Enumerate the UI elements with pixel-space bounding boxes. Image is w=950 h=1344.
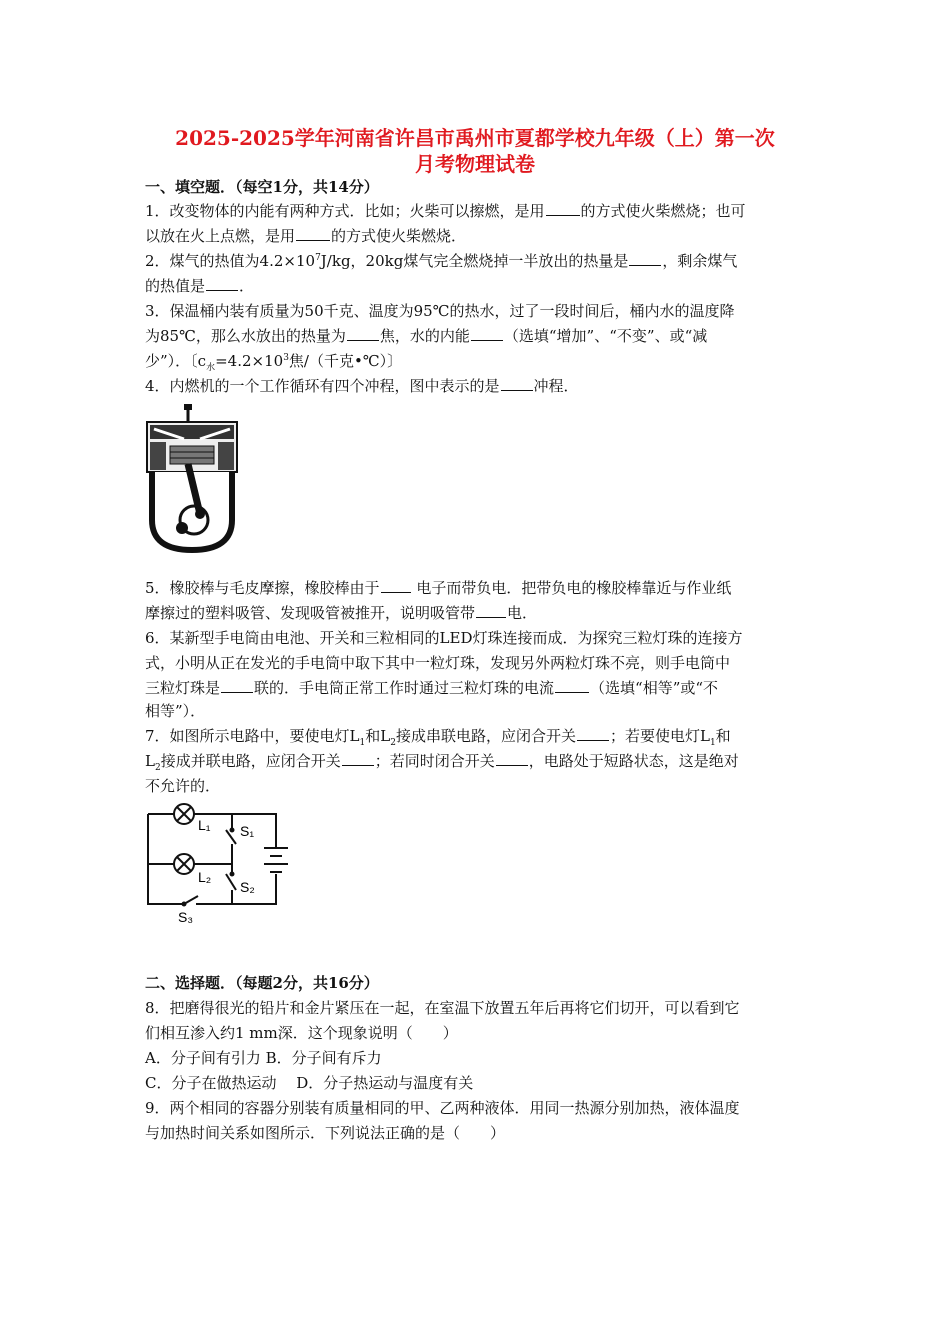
label-L2: L₂ (198, 869, 212, 885)
label-L1: L₁ (198, 817, 211, 833)
q9-line2: 与加热时间关系如图所示．下列说法正确的是（ ） (145, 1124, 506, 1142)
q9-line1: 9．两个相同的容器分别装有质量相同的甲、乙两种液体．用同一热源分别加热，液体温度 (145, 1099, 740, 1117)
answer-blank[interactable] (342, 750, 374, 766)
answer-blank[interactable] (471, 325, 503, 341)
answer-blank[interactable] (296, 225, 330, 241)
answer-blank[interactable] (555, 677, 589, 693)
answer-blank[interactable] (381, 577, 411, 593)
section1-heading: 一、填空题．（每空1分，共14分） (145, 178, 379, 196)
answer-blank[interactable] (501, 375, 533, 391)
label-S3: S₃ (178, 909, 194, 925)
engine-stroke-figure (144, 402, 240, 554)
answer-blank[interactable] (629, 250, 661, 266)
q6-line3: 三粒灯珠是 联的．手电筒正常工作时通过三粒灯珠的电流 （选填“相等”或“不 (145, 679, 719, 697)
q7-line1: 7．如图所示电路中，要使电灯$L_1$和$L_2$接成串联电路，应闭合开关 ；若要使电灯$L_1$和 (145, 727, 731, 748)
answer-blank[interactable] (476, 602, 506, 618)
q6-line1: 6．某新型手电筒由电池、开关和三粒相同的LED灯珠连接而成．为探究三粒灯珠的连接方 (145, 629, 743, 647)
answer-blank[interactable] (496, 750, 528, 766)
q2-line1: 2．煤气的热值为$4.2\times 10^7J/kg$，20kg煤气完全燃烧掉一半放出的热量是 ，剩余煤气 (145, 252, 738, 270)
q2-line2: 的热值是 ． (145, 277, 255, 295)
q8-options-ab[interactable]: A．分子间有引力 B．分子间有斥力 (145, 1049, 382, 1067)
q8-line2: 们相互渗入约1 mm深．这个现象说明（ ） (145, 1024, 458, 1042)
label-S1: S₁ (240, 823, 255, 839)
answer-blank[interactable] (546, 200, 580, 216)
label-S2: S₂ (240, 879, 255, 895)
answer-blank[interactable] (577, 725, 609, 741)
q5-line2: 摩擦过的塑料吸管、发现吸管被推开，说明吸管带 电． (145, 604, 538, 622)
answer-blank[interactable] (206, 275, 238, 291)
circuit-diagram (144, 800, 300, 926)
q6-line2: 式，小明从正在发光的手电筒中取下其中一粒灯珠，发现另外两粒灯珠不亮，则手电筒中 (145, 654, 731, 672)
q3-line2: 为85℃，那么水放出的热量为 焦，水的内能 （选填“增加”、“不变”、或“减 (145, 327, 708, 345)
section2-heading: 二、选择题．（每题2分，共16分） (145, 974, 379, 992)
q7-line2: $L_2$接成并联电路，应闭合开关 ；若同时闭合开关 ，电路处于短路状态，这是绝对 (145, 752, 739, 773)
q7-line3: 不允许的． (145, 777, 221, 795)
q5-line1: 5．橡胶棒与毛皮摩擦，橡胶棒由于 电子而带负电．把带负电的橡胶棒靠近与作业纸 (145, 579, 732, 597)
q1-line1: 1．改变物体的内能有两种方式．比如；火柴可以擦燃，是用 的方式使火柴燃烧；也可 (145, 202, 746, 220)
q4-line1: 4．内燃机的一个工作循环有四个冲程，图中表示的是 冲程． (145, 377, 579, 395)
exam-title-line2: 月考物理试卷 (415, 152, 535, 176)
q6-line4: 相等”）． (145, 702, 206, 720)
q3-line3: 少”）．〔$c_水=4.2\times 10^3$焦/（千克•℃）〕 (145, 352, 403, 373)
answer-blank[interactable] (221, 677, 253, 693)
exam-title-line1: 2025-2025学年河南省许昌市禹州市夏都学校九年级（上）第一次 (175, 126, 775, 150)
q3-line1: 3．保温桶内装有质量为50千克、温度为95℃的热水，过了一段时间后，桶内水的温度降 (145, 302, 735, 320)
q8-line1: 8．把磨得很光的铅片和金片紧压在一起，在室温下放置五年后再将它们切开，可以看到它 (145, 999, 740, 1017)
answer-blank[interactable] (347, 325, 379, 341)
q8-options-cd[interactable]: C．分子在做热运动 D．分子热运动与温度有关 (145, 1074, 474, 1092)
q1-line2: 以放在火上点燃，是用 的方式使火柴燃烧． (145, 227, 467, 245)
